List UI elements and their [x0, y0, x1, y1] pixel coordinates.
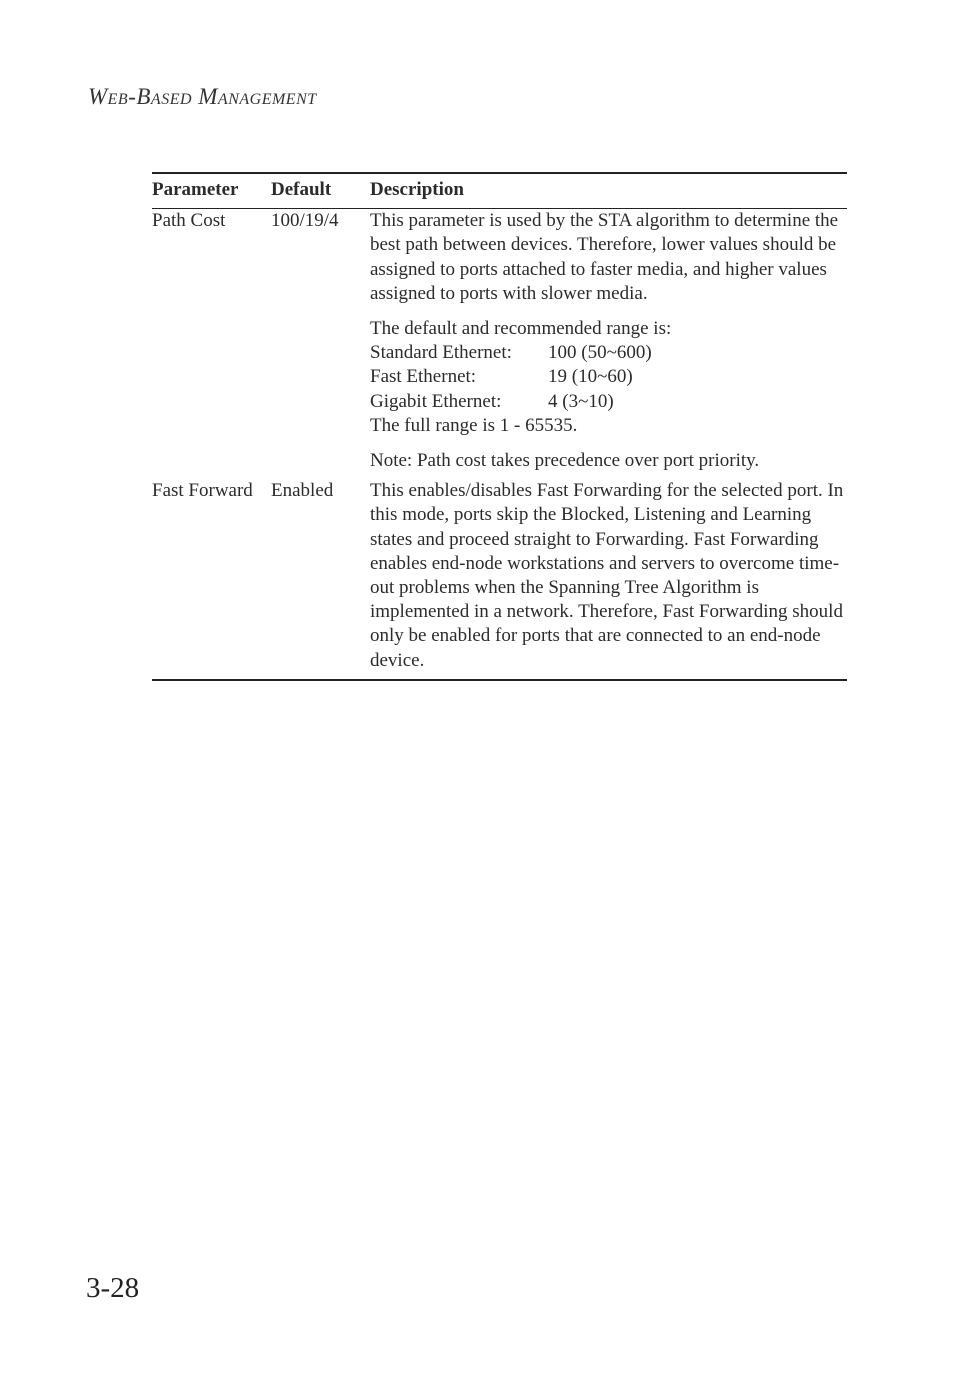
range-line	[370, 341, 847, 365]
table-row	[152, 209, 847, 474]
range-label: Standard Ethernet:	[370, 342, 512, 364]
range-line	[370, 390, 847, 414]
description-text: This parameter is used by the STA algorithm to determine the best path between devices. Therefore, lower values should be assigned to ports attached to faster media, and higher values assigned to ports with slower media.	[370, 210, 839, 304]
default-cell: Enabled	[271, 480, 334, 502]
description-text: This enables/disables Fast Forwarding for the selected port. In this mode, ports skip the Blocked, Listening and Learning states and proceed straight to Forwarding. Fast Forwarding enables end-node workstations and servers to overcome time-out problems when the Spanning Tree Algorithm is implemented in a network. Therefore, Fast Forwarding should only be enabled for ports that are connected to an end-node device.	[370, 480, 844, 671]
description-cell	[370, 473, 847, 680]
range-label: Fast Ethernet:	[370, 366, 477, 388]
range-block	[370, 317, 847, 438]
parameter-cell: Path Cost	[152, 210, 226, 232]
column-header-parameter: Parameter	[152, 179, 239, 200]
table-header-row	[152, 173, 847, 209]
range-value: 100 (50~600)	[548, 342, 652, 364]
column-header-default: Default	[271, 179, 332, 200]
parameter-table	[152, 172, 847, 681]
description-cell	[370, 209, 847, 474]
range-line	[370, 365, 847, 389]
page-number: 3-28	[86, 1272, 140, 1304]
range-value: 19 (10~60)	[548, 366, 633, 388]
default-cell: 100/19/4	[271, 210, 339, 232]
range-label: Gigabit Ethernet:	[370, 390, 502, 412]
column-header-description: Description	[370, 179, 464, 200]
table-row	[152, 473, 847, 680]
range-value: 4 (3~10)	[548, 390, 614, 412]
full-range-text: The full range is 1 - 65535.	[370, 414, 578, 436]
range-heading: The default and recommended range is:	[370, 318, 672, 340]
parameter-cell: Fast Forward	[152, 480, 253, 502]
note-text: Note: Path cost takes precedence over port priority.	[370, 450, 760, 472]
running-header: Web-Based Management	[88, 84, 317, 109]
